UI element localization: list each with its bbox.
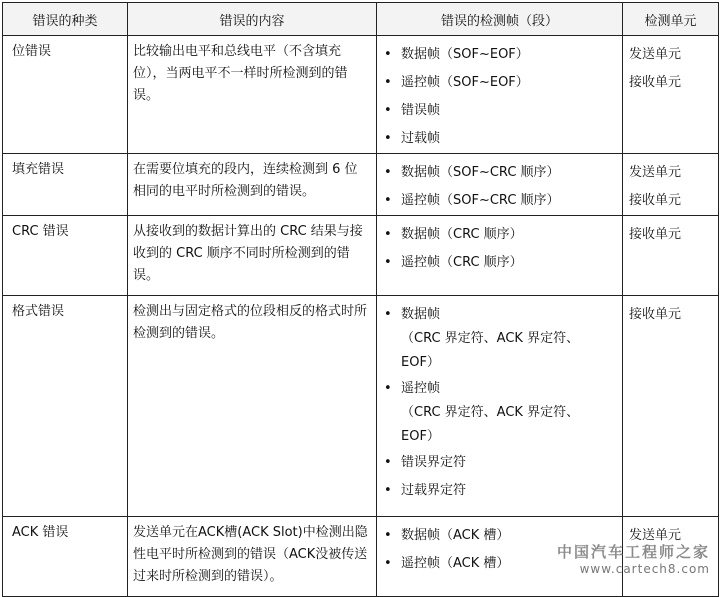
frame-list-item	[379, 125, 618, 153]
error-content-cell: 比较输出电平和总线电平（不含填充位），当两电平不一样时所检测到的错误。	[128, 36, 377, 154]
frame-label: 遥控帧	[401, 381, 441, 396]
frame-label: 数据帧（SOF~EOF）	[401, 47, 529, 62]
frame-subtext: EOF）	[401, 355, 440, 370]
frame-label: 错误帧	[401, 103, 441, 118]
error-types-table	[2, 2, 719, 597]
error-content-cell: 从接收到的数据计算出的 CRC 结果与接收到的 CRC 顺序不同时所检测到的错误。	[128, 216, 377, 296]
unit-label: 接收单元	[629, 75, 682, 90]
frame-subtext: （CRC 界定符、ACK 界定符、	[401, 331, 580, 346]
unit-label: 接收单元	[629, 193, 682, 208]
detection-unit-cell	[623, 296, 719, 517]
frame-label: 数据帧	[401, 307, 441, 322]
watermark-name: 中国汽车工程师之家	[556, 543, 710, 561]
frame-label: 数据帧（ACK 槽）	[401, 528, 510, 543]
frame-subtext: EOF）	[401, 429, 440, 444]
error-content-cell: 发送单元在ACK槽(ACK Slot)中检测出隐性电平时所检测到的错误（ACK没被传送过来时所检测到的错误）。	[128, 517, 377, 597]
header-detection-unit: 检测单元	[623, 3, 719, 36]
frame-label: 数据帧（CRC 顺序）	[401, 227, 523, 242]
error-type-cell: 填充错误	[3, 154, 128, 216]
detection-unit-cell	[623, 36, 719, 154]
unit-label: 发送单元	[629, 165, 682, 180]
watermark-url: www.cartech8.com	[579, 562, 710, 576]
table-row	[3, 154, 719, 216]
unit-label: 发送单元	[629, 47, 682, 62]
frame-list-item	[379, 301, 618, 375]
detection-unit-cell	[623, 216, 719, 296]
table-header-row	[3, 3, 719, 36]
frame-list-item	[379, 477, 618, 505]
error-type-cell: ACK 错误	[3, 517, 128, 597]
header-error-content: 错误的内容	[128, 3, 377, 36]
table-row	[3, 216, 719, 296]
detection-unit-cell	[623, 154, 719, 216]
frame-list-item	[379, 41, 618, 69]
frame-label: 遥控帧（CRC 顺序）	[401, 255, 523, 270]
frame-subtext: （CRC 界定符、ACK 界定符、	[401, 405, 580, 420]
frame-list-item	[379, 97, 618, 125]
watermark	[557, 541, 710, 576]
frame-list-item	[379, 159, 618, 187]
table-row	[3, 36, 719, 154]
frame-list-item	[379, 221, 618, 249]
frame-list-item	[379, 187, 618, 215]
header-error-type: 错误的种类	[3, 3, 128, 36]
table-row	[3, 296, 719, 517]
detection-frame-cell	[377, 216, 623, 296]
unit-label: 接收单元	[629, 307, 682, 322]
frame-label: 数据帧（SOF~CRC 顺序）	[401, 165, 560, 180]
frame-label: 错误界定符	[401, 455, 467, 470]
frame-label: 遥控帧（SOF~EOF）	[401, 75, 529, 90]
error-content-cell: 检测出与固定格式的位段相反的格式时所检测到的错误。	[128, 296, 377, 517]
frame-list-item	[379, 449, 618, 477]
frame-list-item	[379, 69, 618, 97]
error-type-cell: 格式错误	[3, 296, 128, 517]
unit-label: 发送单元	[629, 528, 682, 543]
frame-list-item	[379, 249, 618, 277]
detection-frame-cell	[377, 36, 623, 154]
error-content-cell: 在需要位填充的段内，连续检测到 6 位相同的电平时所检测到的错误。	[128, 154, 377, 216]
detection-frame-cell	[377, 154, 623, 216]
frame-label: 过载帧	[401, 131, 441, 146]
error-type-cell: CRC 错误	[3, 216, 128, 296]
frame-list-item	[379, 375, 618, 449]
detection-frame-cell	[377, 296, 623, 517]
error-type-cell: 位错误	[3, 36, 128, 154]
frame-label: 遥控帧（SOF~CRC 顺序）	[401, 193, 560, 208]
frame-label: 过载界定符	[401, 483, 467, 498]
unit-label: 接收单元	[629, 227, 682, 242]
header-detection-frame: 错误的检测帧（段）	[377, 3, 623, 36]
frame-label: 遥控帧（ACK 槽）	[401, 556, 510, 571]
